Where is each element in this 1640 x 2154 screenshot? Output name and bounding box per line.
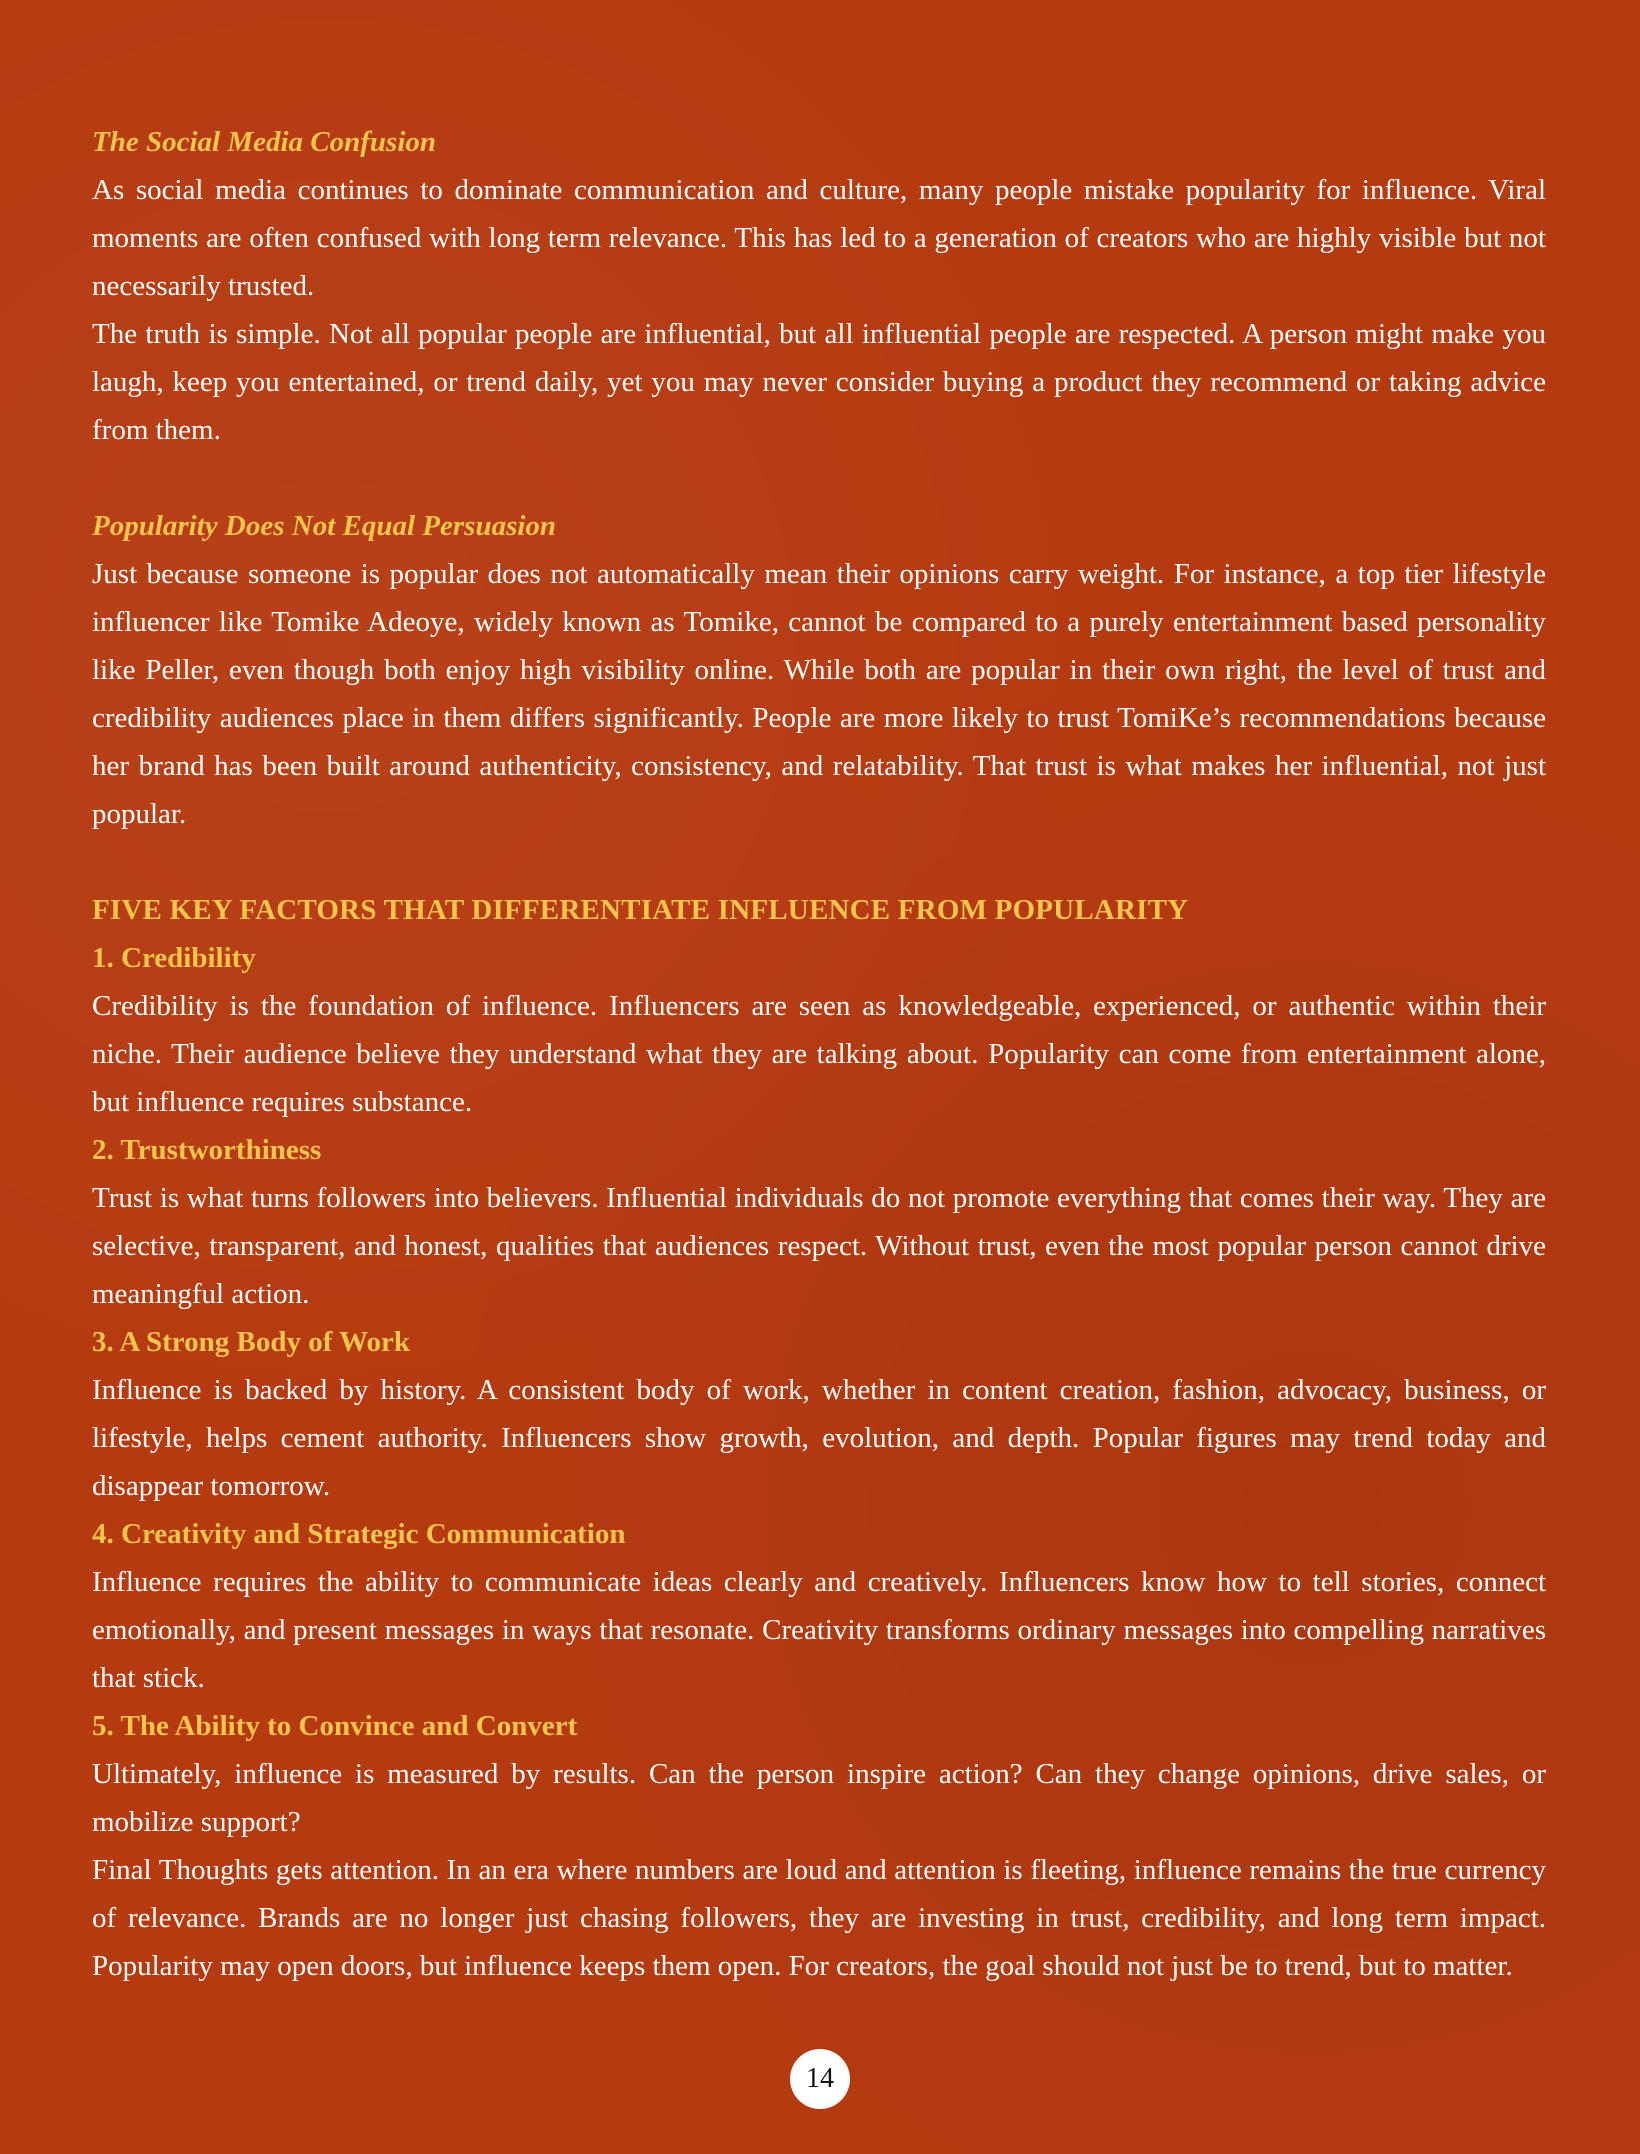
factor-text: Influence requires the ability to communicate ideas clearly and creatively. Influencers know how to tell stories, connect emotionally, and present messages in ways that resonate. Creativity transforms ordinary messages into compelling narratives that stick. — [92, 1566, 1546, 1694]
factor-text: Influence is backed by history. A consistent body of work, whether in content creation, fashion, advocacy, business, or lifestyle, helps cement authority. Influencers show growth, evolution, and depth. Popular figures may trend today and disappear tomorrow. — [92, 1374, 1546, 1502]
factors-heading: FIVE KEY FACTORS THAT DIFFERENTIATE INFLUENCE FROM POPULARITY — [92, 894, 1189, 926]
factor-title: 4. Creativity and Strategic Communication — [92, 1518, 626, 1550]
paragraph: Just because someone is popular does not automatically mean their opinions carry weight. For instance, a top tier lifestyle influencer like Tomike Adeoye, widely known as Tomike, cannot be compared to a purely entertainment based personality like Peller, even though both enjoy high visibility online. While both are popular in their own right, the level of trust and credibility audiences place in them differs significantly. People are more likely to trust TomiKe’s recommendations because her brand has been built around authenticity, consistency, and relatability. That trust is what makes her influential, not just popular. — [92, 558, 1546, 830]
factor-text: Credibility is the foundation of influence. Influencers are seen as knowledgeable, experienced, or authentic within their niche. Their audience believe they understand what they are talking about. Popularity can come from entertainment alone, but influence requires substance. — [92, 990, 1546, 1118]
page-content — [92, 118, 1546, 1990]
section-five-factors — [92, 886, 1546, 1990]
factor-item-trustworthiness — [92, 1126, 1546, 1318]
section-title: Popularity Does Not Equal Persuasion — [92, 510, 557, 542]
factor-item-creativity — [92, 1510, 1546, 1702]
paragraph: The truth is simple. Not all popular people are influential, but all influential people are respected. A person might make you laugh, keep you entertained, or trend daily, yet you may never consider buying a product they recommend or taking advice from them. — [92, 318, 1546, 446]
paragraph: As social media continues to dominate communication and culture, many people mistake popularity for influence. Viral moments are often confused with long term relevance. This has led to a generation of creators who are highly visible but not necessarily trusted. — [92, 174, 1546, 302]
page-number-badge: 14 — [790, 2049, 850, 2109]
final-thoughts-paragraph: Final Thoughts gets attention. In an era where numbers are loud and attention is fleeting, influence remains the true currency of relevance. Brands are no longer just chasing followers, they are investing in trust, credibility, and long term impact. Popularity may open doors, but influence keeps them open. For creators, the goal should not just be to trend, but to matter. — [92, 1854, 1546, 1982]
section-social-media-confusion — [92, 118, 1546, 454]
factor-text: Ultimately, influence is measured by results. Can the person inspire action? Can they change opinions, drive sales, or mobilize support? — [92, 1758, 1546, 1838]
factor-item-body-of-work — [92, 1318, 1546, 1510]
factor-text: Trust is what turns followers into believers. Influential individuals do not promote everything that comes their way. They are selective, transparent, and honest, qualities that audiences respect. Without trust, even the most popular person cannot drive meaningful action. — [92, 1182, 1546, 1310]
section-popularity-persuasion — [92, 502, 1546, 838]
factor-item-credibility — [92, 934, 1546, 1126]
section-title: The Social Media Confusion — [92, 126, 437, 158]
factor-title: 2. Trustworthiness — [92, 1134, 322, 1166]
factor-title: 5. The Ability to Convince and Convert — [92, 1710, 578, 1742]
factor-title: 3. A Strong Body of Work — [92, 1326, 411, 1358]
factor-item-convince-convert — [92, 1702, 1546, 1846]
factor-title: 1. Credibility — [92, 942, 256, 974]
